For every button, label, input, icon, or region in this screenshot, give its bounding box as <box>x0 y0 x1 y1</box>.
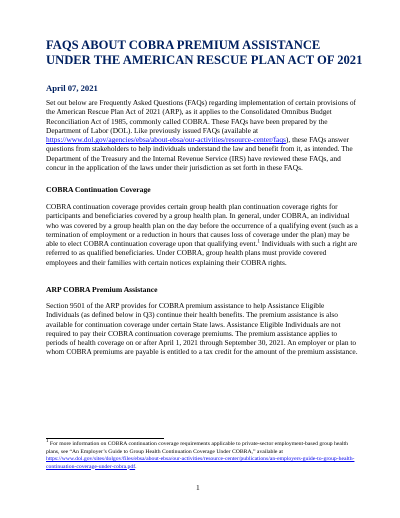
footnote-number: 1 <box>46 439 49 445</box>
section-heading-cobra-continuation: COBRA Continuation Coverage <box>46 185 151 194</box>
document-date: April 07, 2021 <box>46 83 98 93</box>
footnote <box>46 441 358 471</box>
section1-text-1: COBRA continuation coverage provides certain group health plan continuation coverage rights for participants and beneficiaries covered by a group health plan. In general, under COBRA, an individual who was covered by a group health plan on the day before the occurrence of a qualifying event (such as a termination of employment or a reduction in hours that causes loss of coverage under the plan) may be able to elect COBRA continuation coverage upon that qualifying event. <box>46 202 358 249</box>
document-title: FAQS ABOUT COBRA PREMIUM ASSISTANCE UNDER THE AMERICAN RESCUE PLAN ACT OF 2021 <box>46 38 363 67</box>
page-number: 1 <box>196 483 200 492</box>
section1-text-2: Individuals with such a right are referred to as qualified beneficiaries. Under COBRA, group health plans must provide covered employees and their families with certain notices explaining their COBRA rights. <box>46 239 358 267</box>
section-heading-arp-premium-assistance: ARP COBRA Premium Assistance <box>46 285 158 294</box>
faqs-link[interactable]: https://www.dol.gov/agencies/ebsa/about-ebsa/our-activities/resource-center/faqs <box>46 135 286 145</box>
footnote-text-1: For more information on COBRA continuation coverage requirements applicable to private-sector employment-based group health plans, see “An Employer’s Guide to Group Health Continuation Coverage Under COBRA,” available at <box>46 441 348 455</box>
employers-guide-link[interactable]: https://www.dol.gov/sites/dolgov/files/ebsa/about-ebsa/our-activities/resource-center/publications/an-employers-guide-to-group-health-continuation-coverage-under-cobra.pdf <box>46 456 355 470</box>
footnote-divider <box>46 438 164 439</box>
intro-paragraph <box>46 98 358 172</box>
cobra-continuation-paragraph <box>46 202 358 267</box>
intro-text-1: Set out below are Frequently Asked Questions (FAQs) regarding implementation of certain provisions of the American Rescue Plan Act of 2021 (ARP), as it applies to the Consolidated Omnibus Budget Reconciliation Act of 1985, commonly called COBRA. These FAQs have been prepared by the Department of Labor (DOL). Like previously issued FAQs (available at <box>46 98 357 135</box>
footnote-text-2: . <box>135 463 137 470</box>
footnote-reference[interactable]: 1 <box>257 239 260 245</box>
intro-text-2: ), these FAQs answer questions from stakeholders to help individuals understand the law and benefit from it, as intended. The Department of the Treasury and the Internal Revenue Service (IRS) have reviewed these FAQs, and concur in the application of the laws under their jurisdiction as set forth in these FAQs. <box>46 135 353 173</box>
arp-premium-assistance-paragraph: Section 9501 of the ARP provides for COBRA premium assistance to help Assistance Eligible Individuals (as defined below in Q3) continue their health benefits. The premium assistance is also available for continuation coverage under certain State laws. Assistance Eligible Individuals are not required to pay their COBRA continuation coverage premiums. The premium assistance applies to periods of health coverage on or after April 1, 2021 through September 30, 2021. An employer or plan to whom COBRA premiums are payable is entitled to a tax credit for the amount of the premium assistance. <box>46 301 358 357</box>
